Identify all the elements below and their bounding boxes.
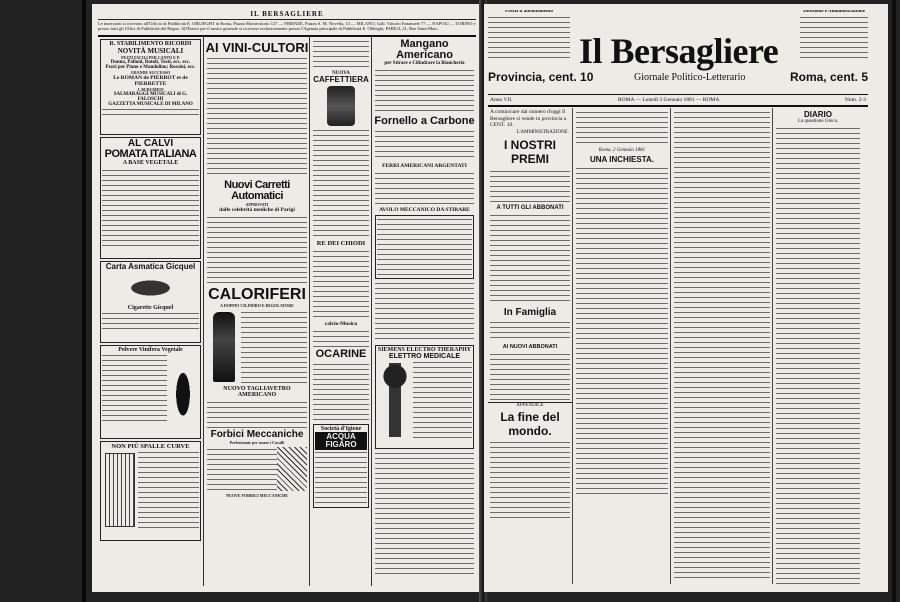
tagliavetro: NUOVO TAGLIAVETRO AMERICANO bbox=[223, 386, 291, 398]
text-lines bbox=[674, 110, 770, 580]
text-lines bbox=[490, 213, 570, 305]
una-inchiesta: UNA INCHIESTA. bbox=[590, 155, 654, 164]
forbici-meccaniche: Forbici Meccaniche bbox=[210, 429, 304, 440]
novita-heading: NOVITÀ MUSICALI bbox=[117, 47, 184, 55]
text-lines bbox=[138, 450, 199, 530]
brace-illustration bbox=[105, 453, 135, 527]
mangano-americano: Mangano Americano bbox=[396, 38, 453, 61]
nuovi-abbonati: AI NUOVI ABBONATI bbox=[502, 343, 558, 350]
text-lines bbox=[800, 15, 868, 61]
cigarette-gicquel: Cigarette Gicquel bbox=[127, 305, 174, 311]
fine-del-mondo: La fine del mondo. bbox=[500, 409, 560, 438]
roma-date: Roma, 2 Gennaio 1881 bbox=[598, 148, 646, 153]
running-head: IL BERSAGLIERE bbox=[98, 10, 476, 20]
diario: DIARIO bbox=[804, 110, 832, 119]
news-column-1 bbox=[488, 108, 573, 584]
dateline: ROMA — Lunedì 3 Gennaio 1881 — ROMA bbox=[618, 97, 720, 103]
nostri-premi: I NOSTRI PREMI bbox=[503, 137, 556, 166]
gazzetta-musicale: GAZZETTA MUSICALE DI MILANO bbox=[108, 102, 193, 107]
avolo-meccanico: AVOLO MECCANICO DA STIRARE bbox=[379, 207, 470, 213]
tutti-abbonati: A TUTTI GLI ABBONATI bbox=[496, 204, 564, 211]
text-lines bbox=[313, 362, 369, 420]
stove-illustration bbox=[213, 312, 235, 382]
nuove-forbici: NUOVE FORBICI MECCANICHE bbox=[226, 493, 288, 498]
text-lines bbox=[102, 353, 167, 423]
text-lines bbox=[375, 451, 474, 575]
text-lines bbox=[102, 168, 199, 246]
text-lines bbox=[313, 249, 369, 319]
text-lines bbox=[102, 311, 199, 331]
appendice: APPENDICE bbox=[488, 402, 572, 408]
bottle-illustration bbox=[171, 357, 195, 419]
pezzi-canto: PEZZI FACILI PER CANTO E P. bbox=[121, 55, 180, 60]
text-lines bbox=[576, 166, 668, 496]
dateline-bar bbox=[488, 94, 868, 107]
pomata-ad bbox=[100, 137, 201, 259]
approvati: APPROVATI bbox=[245, 202, 269, 207]
in-famiglia: In Famiglia bbox=[503, 306, 557, 318]
caffettiera: CAFFETTIERA bbox=[313, 75, 369, 84]
pipe-illustration bbox=[112, 273, 189, 303]
nuova-label: NUOVA bbox=[332, 71, 350, 76]
text-lines bbox=[576, 110, 668, 146]
text-lines bbox=[375, 171, 474, 205]
re-dei-chiodi: RE DEI CHIODI bbox=[316, 240, 366, 247]
text-lines bbox=[490, 440, 570, 520]
donna-line: Donna, Palloni, Rotoli, Tosti, ecc. ecc. bbox=[110, 60, 191, 65]
text-lines bbox=[490, 320, 570, 342]
text-lines bbox=[241, 310, 307, 384]
text-lines bbox=[375, 281, 474, 343]
text-lines bbox=[488, 15, 570, 61]
text-lines bbox=[490, 169, 570, 203]
burgmein: J. BURGMEIN bbox=[137, 87, 164, 92]
news-column-2 bbox=[574, 108, 671, 584]
left-page bbox=[92, 4, 482, 592]
text-lines bbox=[776, 126, 860, 584]
direction-box bbox=[800, 10, 868, 66]
newspaper-title: Il Bersagliere bbox=[579, 31, 779, 71]
notice-text: A cominciare dal numero d'oggi Il Bersagliere si vende in provincia a CENT. 10. bbox=[490, 109, 567, 128]
mangano-subtitle: per Stirare e Cilindrare la Biancheria bbox=[384, 61, 465, 66]
questione-greca: La questione Greca. bbox=[797, 119, 839, 124]
non-piu-spalle: NON PIÙ SPALLE CURVE bbox=[111, 443, 190, 450]
subscription-title: Prezzi d'abbonamento bbox=[505, 10, 553, 14]
numero: Num. 2-3 bbox=[844, 97, 866, 103]
spalle-ad bbox=[100, 441, 201, 541]
carretti-subtitle: dalle celebrità mediche di Parigi bbox=[219, 207, 295, 213]
text-lines bbox=[207, 56, 307, 178]
grande-successo: GRANDE SUCCESSO bbox=[130, 70, 171, 75]
roman-pierrot: Le ROMAN de PIERROT et de PIERRETTE bbox=[113, 75, 188, 87]
siemens-ad bbox=[375, 345, 474, 449]
acqua-figaro-ad bbox=[313, 424, 369, 508]
text-lines bbox=[102, 107, 199, 119]
iron-ad bbox=[375, 215, 474, 279]
caloriferi-subtitle: A DOPPIO CILINDRO E REGOLATORE bbox=[220, 303, 294, 308]
fornello-carbone: Fornello a Carbone bbox=[374, 115, 475, 127]
ferri-americani: FERRI AMERICANI ARGENTATI bbox=[382, 163, 467, 169]
salmaraggi: SALMARAGGI MUSICALI di G. FALOSCHI bbox=[113, 92, 188, 102]
right-dark-edge bbox=[892, 0, 896, 602]
ocarine: OCARINE bbox=[315, 348, 367, 360]
figure-illustration bbox=[380, 363, 410, 437]
carta-asmatica-ad bbox=[100, 261, 201, 343]
forbici-subtitle: Perfezionate per tosare i Cavalli bbox=[229, 440, 285, 445]
text-lines bbox=[413, 360, 472, 440]
text-lines bbox=[375, 68, 474, 114]
acqua-figaro: ACQUA FIGARO bbox=[315, 432, 367, 450]
roma-price: Roma, cent. 5 bbox=[789, 70, 868, 84]
caloriferi: CALORIFERI bbox=[208, 286, 306, 303]
text-lines bbox=[315, 450, 367, 504]
newspaper-subtitle: Giornale Politico-Letterario bbox=[634, 72, 746, 83]
anno: Anno VII. bbox=[490, 97, 513, 103]
scissors-illustration bbox=[277, 447, 307, 491]
al-calvi: AL CALVI bbox=[127, 138, 174, 149]
calcio-musica: calcio-Musica bbox=[324, 321, 358, 327]
text-lines bbox=[377, 217, 472, 277]
left-ad-column-2 bbox=[205, 37, 310, 586]
subscription-box bbox=[488, 10, 570, 66]
news-column-4 bbox=[774, 108, 862, 584]
text-lines bbox=[207, 447, 277, 491]
text-lines bbox=[490, 352, 570, 400]
masthead bbox=[484, 10, 888, 92]
left-dark-edge bbox=[82, 0, 86, 602]
ai-vini-cultori: AI VINI-CULTORI bbox=[205, 40, 309, 55]
polvere-ad bbox=[100, 345, 201, 439]
direction-title: Direzione e Amministrazione bbox=[803, 10, 865, 14]
right-page bbox=[484, 4, 888, 592]
nuovi-carretti: Nuovi Carretti Automatici bbox=[224, 179, 290, 202]
text-lines bbox=[313, 39, 369, 69]
text-lines bbox=[313, 329, 369, 347]
left-ad-column-1 bbox=[98, 37, 204, 586]
text-lines bbox=[375, 129, 474, 161]
text-lines bbox=[207, 400, 307, 428]
provincia-price: Provincia, cent. 10 bbox=[488, 70, 594, 84]
advertising-notice: Le inserzioni si ricevono all'Ufficio di Pubblicità E. OBLIEGHT in Roma, Piazza Montecitorio 127 — FIRENZE, Piazza S. M. Novella, 13 — MILANO, Gall. Vittorio Emanuele 77 — NAPOLI — TORINO e presso tutti gli Uffici di Pubblicità del Regno. All'Estero per il nostro giornale si ricevono esclusivamente presso l'Agenzia principale di Pubblicità E. Oblieght, PARIGI, 21, Rue Saint-Marc. bbox=[98, 21, 476, 37]
pomata-italiana: POMATA ITALIANA bbox=[104, 148, 197, 160]
societa-igiene: Società d'Igiene bbox=[320, 426, 362, 432]
carta-asmatica: Carta Asmatica Gicquel bbox=[105, 262, 196, 271]
ricordi-ad bbox=[100, 39, 201, 135]
left-ad-column-3 bbox=[311, 37, 372, 586]
elettro-medicale: ELETTRO MEDICALE bbox=[388, 353, 461, 360]
left-ad-column-4 bbox=[373, 37, 476, 586]
base-vegetale: A BASE VEGETALE bbox=[122, 160, 179, 166]
pezzi-piano: Pezzi per Piano e Mandolino; Rossini, ecc. bbox=[105, 65, 196, 70]
text-lines bbox=[313, 128, 369, 238]
coffee-pot-illustration bbox=[327, 86, 355, 126]
ricordi-title: R. STABILIMENTO RICORDI bbox=[109, 41, 192, 47]
siemens-electro: SIEMENS ELECTRO THERAPHY bbox=[377, 347, 472, 353]
notice-signature: L'AMMINISTRAZIONE. bbox=[516, 129, 569, 135]
polvere-vinifera: Polvere Vinifera Vegetale bbox=[118, 347, 183, 353]
news-column-3 bbox=[672, 108, 773, 584]
text-lines bbox=[207, 215, 307, 285]
